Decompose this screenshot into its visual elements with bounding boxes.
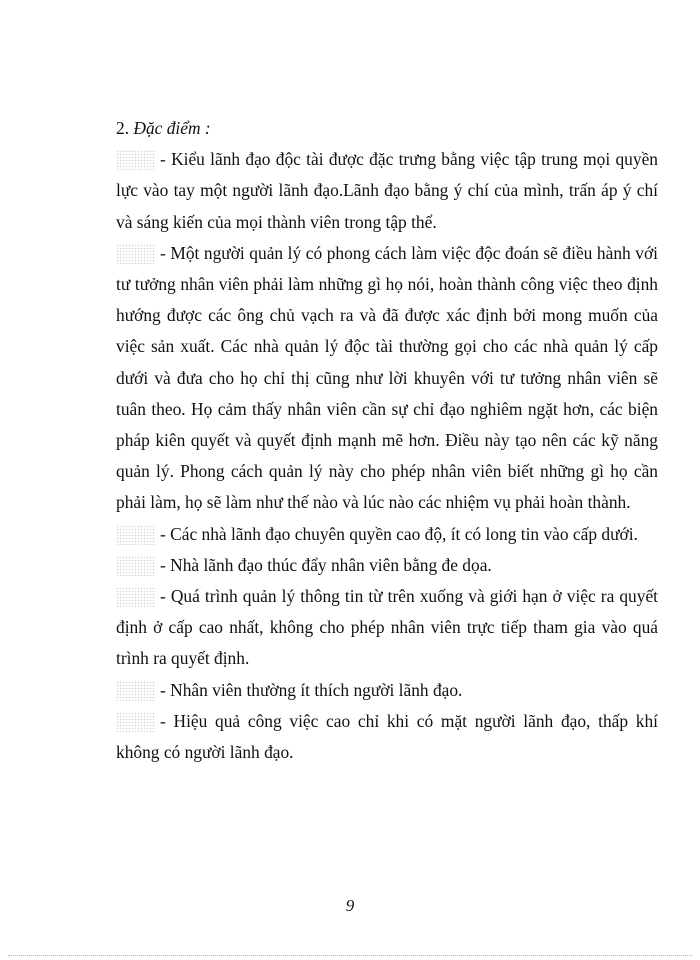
indent-marker	[116, 712, 156, 732]
section-number: 2.	[116, 118, 130, 138]
paragraph-text: - Kiểu lãnh đạo độc tài được đặc trưng bằng việc tập trung mọi quyền lực vào tay một người lãnh đạo.Lãnh đạo bằng ý chí của mình, trấn áp ý chí và sáng kiến của mọi thành viên trong tập thể.	[116, 149, 658, 232]
paragraph	[116, 238, 658, 519]
paragraph	[116, 144, 658, 238]
bottom-divider	[8, 955, 692, 956]
paragraph	[116, 675, 658, 706]
page-content	[116, 113, 658, 768]
paragraph-text: - Nhân viên thường ít thích người lãnh đạo.	[160, 679, 463, 700]
indent-marker	[116, 525, 156, 545]
indent-marker	[116, 681, 156, 701]
indent-marker	[116, 150, 156, 170]
paragraph-text: - Các nhà lãnh đạo chuyên quyền cao độ, ít có long tin vào cấp dưới.	[160, 523, 638, 544]
indent-marker	[116, 244, 156, 264]
paragraph	[116, 550, 658, 581]
indent-marker	[116, 556, 156, 576]
paragraph-text: - Quá trình quản lý thông tin từ trên xuống và giới hạn ở việc ra quyết định ở cấp cao nhất, không cho phép nhân viên trực tiếp tham gia vào quá trình ra quyết định.	[116, 586, 658, 669]
page-number: 9	[345, 896, 355, 915]
paragraph	[116, 581, 658, 675]
paragraph-text: - Một người quản lý có phong cách làm việc độc đoán sẽ điều hành với tư tưởng nhân viên phải làm những gì họ nói, hoàn thành công việc theo định hướng được các ông chủ vạch ra và đã được xác định bởi mong muốn của việc sản xuất. Các nhà quản lý độc tài thường gọi cho các nhà quản lý cấp dưới và đưa cho họ chỉ thị cũng như lời khuyên với tư tưởng nhân viên sẽ tuân theo. Họ cảm thấy nhân viên cần sự chỉ đạo nghiêm ngặt hơn, các biện pháp kiên quyết và quyết định mạnh mẽ hơn. Điều này tạo nên các kỹ năng quản lý. Phong cách quản lý này cho phép nhân viên biết những gì họ cần phải làm, họ sẽ làm như thế nào và lúc nào các nhiệm vụ phải hoàn thành.	[116, 242, 658, 513]
paragraph	[116, 706, 658, 768]
paragraph	[116, 519, 658, 550]
paragraph-text: - Hiệu quả công việc cao chỉ khi có mặt người lãnh đạo, thấp khí không có người lãnh đạo.	[116, 710, 658, 763]
section-heading	[116, 113, 658, 144]
section-title: Đặc điểm :	[133, 118, 211, 138]
paragraph-text: - Nhà lãnh đạo thúc đẩy nhân viên bằng đe dọa.	[160, 554, 492, 575]
indent-marker	[116, 587, 156, 607]
